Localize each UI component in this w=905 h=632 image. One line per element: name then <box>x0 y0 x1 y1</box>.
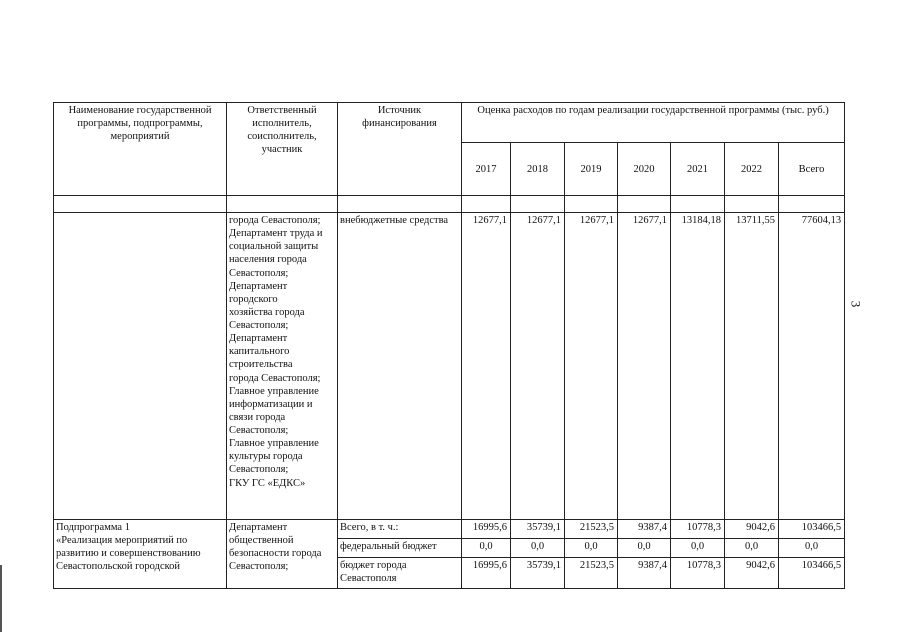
row2-total-total: 103466,5 <box>779 520 845 539</box>
row2-total-2022: 9042,6 <box>725 520 779 539</box>
row2-federal-2021: 0,0 <box>671 539 725 558</box>
header-name: Наименование государственной программы, подпрограммы, мероприятий <box>54 103 227 196</box>
row1-value-2020: 12677,1 <box>618 213 671 520</box>
header-year-2017: 2017 <box>462 143 511 196</box>
row2-city-2018: 35739,1 <box>511 558 565 589</box>
header-year-2018: 2018 <box>511 143 565 196</box>
row2-city-total: 103466,5 <box>779 558 845 589</box>
row2-total-2018: 35739,1 <box>511 520 565 539</box>
row2-total-2017: 16995,6 <box>462 520 511 539</box>
page-number: 3 <box>848 300 864 308</box>
row1-source: внебюджетные средства <box>338 213 462 520</box>
row2-total-2019: 21523,5 <box>565 520 618 539</box>
row2-federal-2018: 0,0 <box>511 539 565 558</box>
scan-edge-mark <box>0 565 2 632</box>
row2-city-2020: 9387,4 <box>618 558 671 589</box>
row2-city-2017: 16995,6 <box>462 558 511 589</box>
row2-federal-2019: 0,0 <box>565 539 618 558</box>
header-year-2020: 2020 <box>618 143 671 196</box>
row2-name: Подпрограмма 1 «Реализация мероприятий по развитию и совершенствованию Севастопольской городской <box>54 520 227 589</box>
spacer-row <box>54 196 845 213</box>
row2-city-2022: 9042,6 <box>725 558 779 589</box>
row2-responsible: Департамент общественной безопасности города Севастополя; <box>227 520 338 589</box>
row2-federal-2017: 0,0 <box>462 539 511 558</box>
header-total: Всего <box>779 143 845 196</box>
header-year-2019: 2019 <box>565 143 618 196</box>
table-row <box>54 520 845 539</box>
row2-source-city: бюджет города Севастополя <box>338 558 462 589</box>
header-responsible: Ответственный исполнитель, соисполнитель, участник <box>227 103 338 196</box>
table-row <box>54 213 845 520</box>
row1-value-2022: 13711,55 <box>725 213 779 520</box>
row1-value-2018: 12677,1 <box>511 213 565 520</box>
row2-federal-2020: 0,0 <box>618 539 671 558</box>
row1-value-2019: 12677,1 <box>565 213 618 520</box>
row1-value-total: 77604,13 <box>779 213 845 520</box>
row1-name <box>54 213 227 520</box>
row2-source-federal: федеральный бюджет <box>338 539 462 558</box>
row2-total-2020: 9387,4 <box>618 520 671 539</box>
budget-table <box>53 102 845 589</box>
header-row-1 <box>54 103 845 143</box>
row1-value-2021: 13184,18 <box>671 213 725 520</box>
row2-city-2021: 10778,3 <box>671 558 725 589</box>
header-source: Источник финансирования <box>338 103 462 196</box>
row2-federal-total: 0,0 <box>779 539 845 558</box>
header-year-2021: 2021 <box>671 143 725 196</box>
header-costs: Оценка расходов по годам реализации государственной программы (тыс. руб.) <box>462 103 845 143</box>
header-year-2022: 2022 <box>725 143 779 196</box>
row2-city-2019: 21523,5 <box>565 558 618 589</box>
row1-responsible: города Севастополя; Департамент труда и социальной защиты населения города Севастополя; Департамент городского хозяйства города Севастополя; Департамент капитального строительства города Севастополя; Главное управление информатизации и связи города Севастополя; Главное управление культуры города Севастополя; ГКУ ГС «ЕДКС» <box>227 213 338 520</box>
row2-source-total: Всего, в т. ч.: <box>338 520 462 539</box>
row2-total-2021: 10778,3 <box>671 520 725 539</box>
row1-value-2017: 12677,1 <box>462 213 511 520</box>
row2-federal-2022: 0,0 <box>725 539 779 558</box>
